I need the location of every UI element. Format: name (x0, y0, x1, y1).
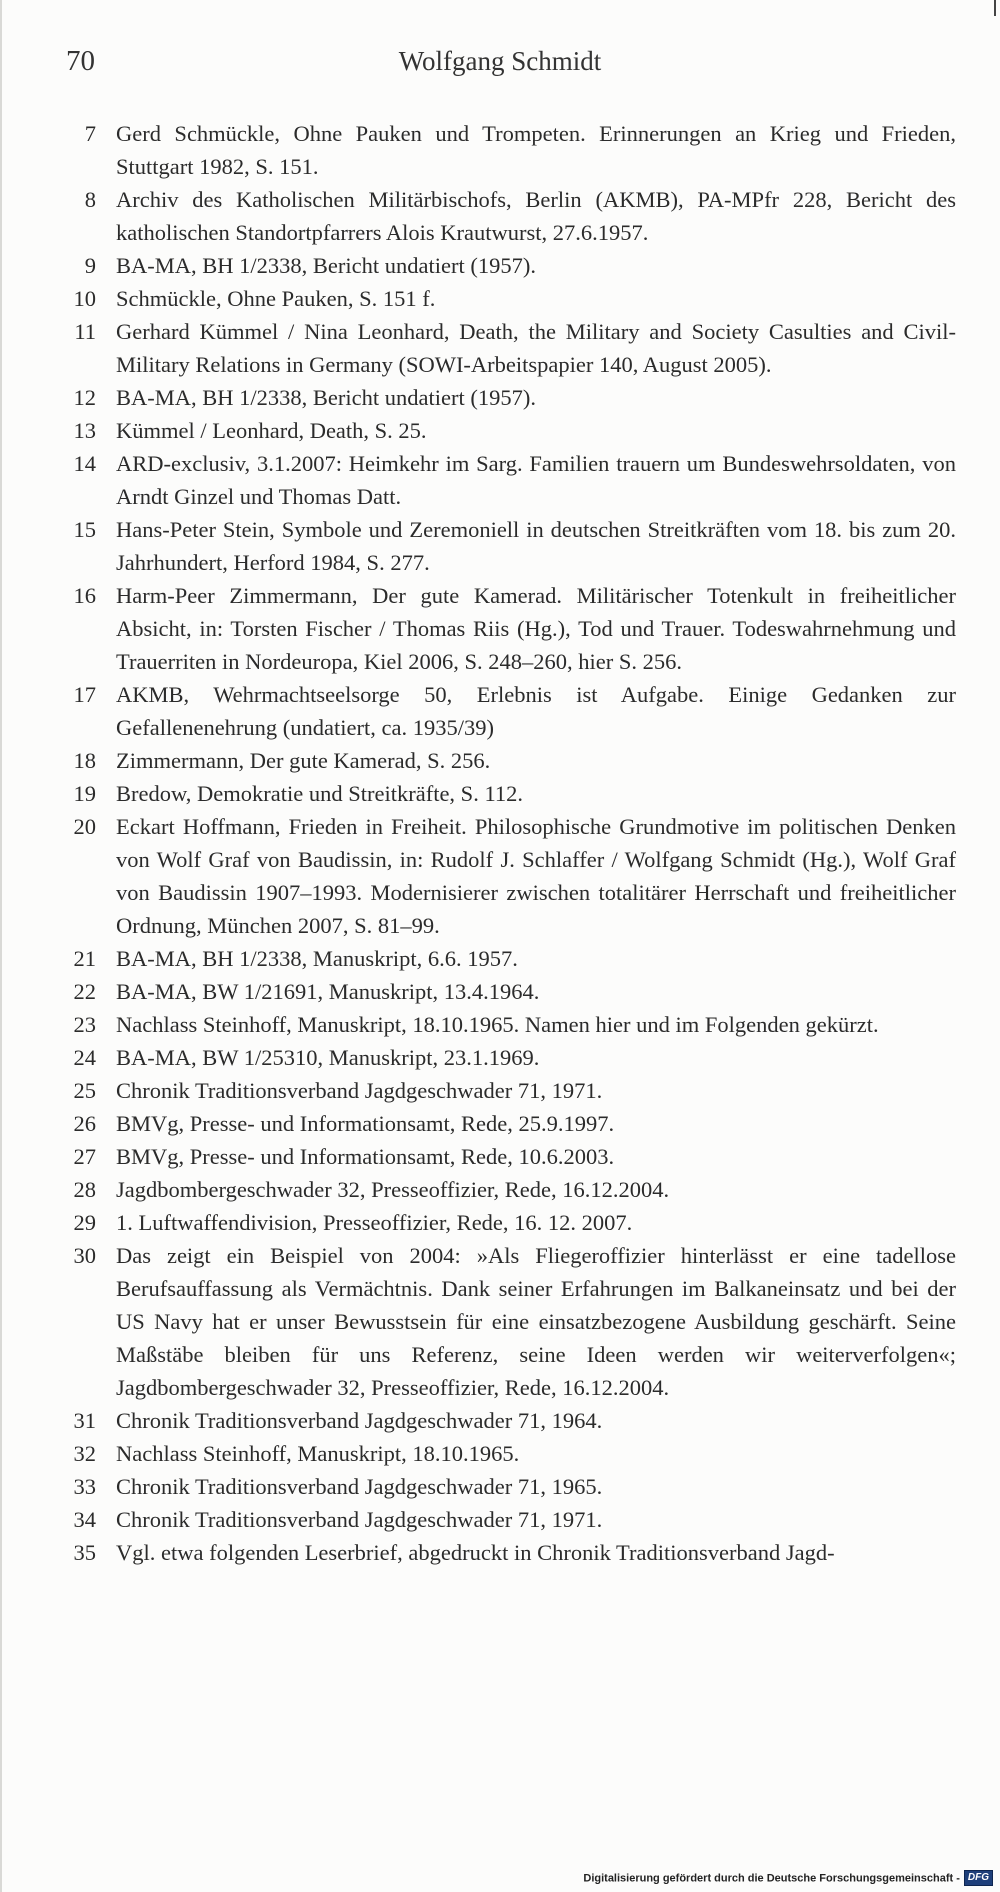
footnote-item (0, 1008, 956, 1041)
footnote-number: 22 (73, 979, 96, 1004)
footnote-item (0, 183, 956, 249)
footnote-item (0, 1074, 956, 1107)
dfg-logo: DFG (964, 1870, 993, 1886)
footnote-number: 12 (73, 385, 96, 410)
footnote-text: Nachlass Steinhoff, Manuskript, 18.10.1965. Namen hier und im Folgenden gekürzt. (116, 1012, 879, 1037)
footnote-number: 34 (73, 1507, 96, 1532)
footnote-text: Gerd Schmückle, Ohne Pauken und Trompeten. Erinnerungen an Krieg und Frieden, Stuttgart 1982, S. 151. (116, 121, 956, 179)
footnote-text: BA-MA, BH 1/2338, Bericht undatiert (1957). (116, 253, 536, 278)
footnote-text: BA-MA, BW 1/21691, Manuskript, 13.4.1964. (116, 979, 540, 1004)
footnote-item (0, 282, 956, 315)
footnote-text: Harm-Peer Zimmermann, Der gute Kamerad. Militärischer Totenkult in freiheitlicher Absicht, in: Torsten Fischer / Thomas Riis (Hg.), Tod und Trauer. Todeswahrnehmung und Trauerriten in Nordeuropa, Kiel 2006, S. 248–260, hier S. 256. (116, 583, 956, 674)
digitization-footer (0, 1869, 1000, 1887)
footnote-item (0, 249, 956, 282)
footnote-text: Chronik Traditionsverband Jagdgeschwader 71, 1964. (116, 1408, 603, 1433)
footnote-text: Schmückle, Ohne Pauken, S. 151 f. (116, 286, 436, 311)
footnote-text: Eckart Hoffmann, Frieden in Freiheit. Philosophische Grundmotive im politischen Denken von Wolf Graf von Baudissin, in: Rudolf J. Schlaffer / Wolfgang Schmidt (Hg.), Wolf Graf von Baudissin 1907–1993. Modernisierer zwischen totalitärer Herrschaft und freiheitlicher Ordnung, München 2007, S. 81–99. (116, 814, 956, 938)
footnote-text: BA-MA, BW 1/25310, Manuskript, 23.1.1969. (116, 1045, 540, 1070)
footnote-number: 31 (73, 1408, 96, 1433)
footnote-item (0, 1536, 956, 1569)
footnote-item (0, 1173, 956, 1206)
scan-edge-mark (994, 0, 996, 16)
footnote-item (0, 975, 956, 1008)
footnote-number: 35 (73, 1540, 96, 1565)
footnote-number: 19 (73, 781, 96, 806)
footnote-item (0, 1503, 956, 1536)
footnote-item (0, 315, 956, 381)
footnote-item (0, 579, 956, 678)
footnote-number: 18 (73, 748, 96, 773)
footnote-item (0, 1140, 956, 1173)
footnote-number: 21 (73, 946, 96, 971)
running-head: Wolfgang Schmidt (398, 46, 602, 76)
footnote-text: 1. Luftwaffendivision, Presseoffizier, Rede, 16. 12. 2007. (116, 1210, 633, 1235)
footnote-item (0, 777, 956, 810)
footnote-item (0, 1107, 956, 1140)
footnote-number: 20 (73, 814, 96, 839)
footnote-text: Das zeigt ein Beispiel von 2004: »Als Fliegeroffizier hinterlässt er eine tadellose Berufsauffassung als Vermächtnis. Dank seiner Erfahrungen im Balkaneinsatz und bei der US Navy hat er unser Bewusstsein für eine einsatzbezogene Ausbildung geschärft. Seine Maßstäbe bleiben für uns Referenz, seine Ideen werden wir weiterverfolgen«; Jagdbombergeschwader 32, Presseoffizier, Rede, 16.12.2004. (116, 1243, 956, 1400)
footnote-text: Vgl. etwa folgenden Leserbrief, abgedruckt in Chronik Traditionsverband Jagd- (116, 1540, 835, 1565)
footnote-item (0, 744, 956, 777)
footnote-number: 30 (73, 1243, 96, 1268)
footnote-number: 33 (73, 1474, 96, 1499)
footnote-item (0, 1437, 956, 1470)
footnote-text: Kümmel / Leonhard, Death, S. 25. (116, 418, 427, 443)
footnote-number: 23 (73, 1012, 96, 1037)
footnote-text: BMVg, Presse- und Informationsamt, Rede, 10.6.2003. (116, 1144, 615, 1169)
footnote-item (0, 513, 956, 579)
footer-text: Digitalisierung gefördert durch die Deutsche Forschungsgemeinschaft - (583, 1872, 960, 1885)
footnote-item (0, 942, 956, 975)
footnote-text: ARD-exclusiv, 3.1.2007: Heimkehr im Sarg. Familien trauern um Bundeswehrsoldaten, von Arndt Ginzel und Thomas Datt. (116, 451, 956, 509)
footnote-text: Zimmermann, Der gute Kamerad, S. 256. (116, 748, 491, 773)
footnote-number: 14 (73, 451, 96, 476)
footnote-text: BA-MA, BH 1/2338, Manuskript, 6.6. 1957. (116, 946, 518, 971)
footnote-item (0, 810, 956, 942)
footnote-number: 26 (73, 1111, 96, 1136)
footnote-number: 7 (84, 121, 96, 146)
footnote-item (0, 447, 956, 513)
footnote-item (0, 1206, 956, 1239)
footnote-text: AKMB, Wehrmachtseelsorge 50, Erlebnis ist Aufgabe. Einige Gedanken zur Gefallenenehrung (undatiert, ca. 1935/39) (116, 682, 956, 740)
footnote-text: BMVg, Presse- und Informationsamt, Rede, 25.9.1997. (116, 1111, 615, 1136)
page-number: 70 (66, 45, 95, 77)
footnote-number: 13 (73, 418, 96, 443)
footnote-number: 9 (84, 253, 96, 278)
footnote-item (0, 678, 956, 744)
footnote-item (0, 414, 956, 447)
footnote-number: 8 (84, 187, 96, 212)
footnote-text: Nachlass Steinhoff, Manuskript, 18.10.1965. (116, 1441, 520, 1466)
footnote-item (0, 117, 956, 183)
footnote-item (0, 1404, 956, 1437)
footnote-text: Chronik Traditionsverband Jagdgeschwader 71, 1971. (116, 1078, 603, 1103)
footnote-text: Jagdbombergeschwader 32, Presseoffizier, Rede, 16.12.2004. (116, 1177, 670, 1202)
footnote-item (0, 381, 956, 414)
footnote-number: 25 (73, 1078, 96, 1103)
footnote-number: 32 (73, 1441, 96, 1466)
footnote-text: Bredow, Demokratie und Streitkräfte, S. 112. (116, 781, 523, 806)
footnote-number: 17 (73, 682, 96, 707)
footnote-number: 16 (73, 583, 96, 608)
footnote-text: Hans-Peter Stein, Symbole und Zeremoniell in deutschen Streitkräften vom 18. bis zum 20. Jahrhundert, Herford 1984, S. 277. (116, 517, 956, 575)
footnote-text: Archiv des Katholischen Militärbischofs, Berlin (AKMB), PA-MPfr 228, Bericht des katholischen Standortpfarrers Alois Krautwurst, 27.6.1957. (116, 187, 956, 245)
footnote-number: 15 (73, 517, 96, 542)
footnote-list (0, 117, 1000, 1569)
footnote-text: Gerhard Kümmel / Nina Leonhard, Death, the Military and Society Casulties and Civil-Military Relations in Germany (SOWI-Arbeitspapier 140, August 2005). (116, 319, 956, 377)
footnote-item (0, 1041, 956, 1074)
footnote-number: 27 (73, 1144, 96, 1169)
footnote-text: BA-MA, BH 1/2338, Bericht undatiert (1957). (116, 385, 536, 410)
footnote-text: Chronik Traditionsverband Jagdgeschwader 71, 1971. (116, 1507, 603, 1532)
footnote-number: 11 (74, 319, 96, 344)
footnote-number: 10 (73, 286, 96, 311)
footnote-number: 24 (73, 1045, 96, 1070)
footnote-item (0, 1470, 956, 1503)
footnote-number: 29 (73, 1210, 96, 1235)
footnote-text: Chronik Traditionsverband Jagdgeschwader 71, 1965. (116, 1474, 603, 1499)
footnote-number: 28 (73, 1177, 96, 1202)
footnote-item (0, 1239, 956, 1404)
